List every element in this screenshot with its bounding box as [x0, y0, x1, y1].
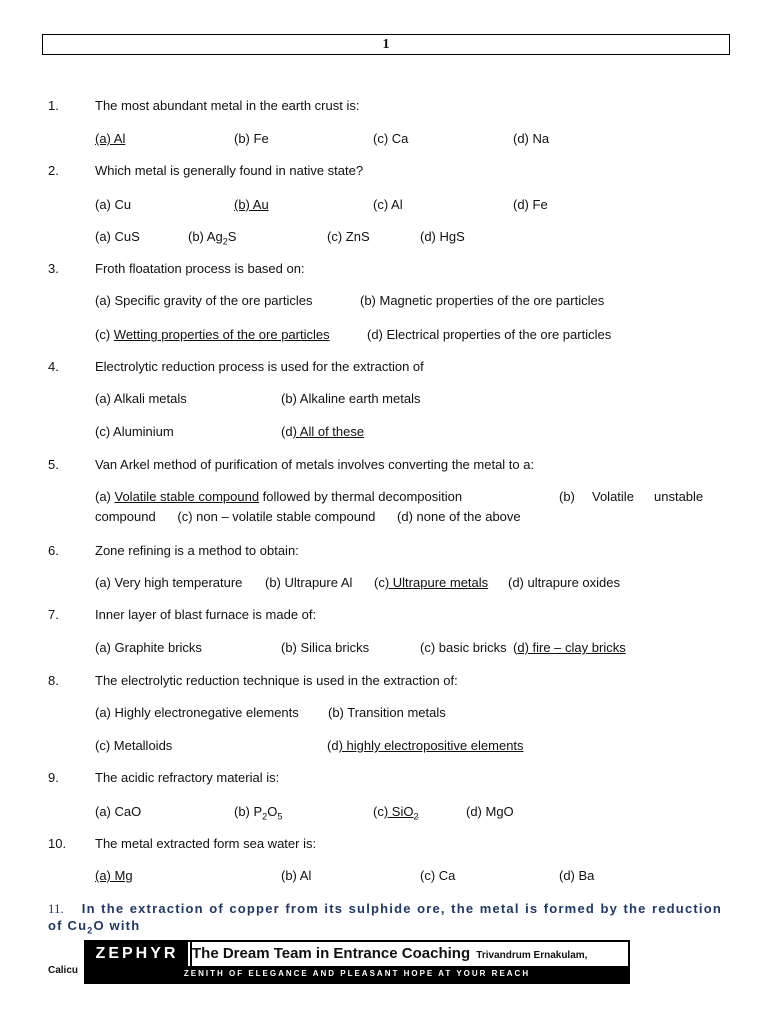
q5-option-b-label: (b)	[559, 489, 575, 504]
footer-motto: ZENITH OF ELEGANCE AND PLEASANT HOPE AT YOUR REACH	[183, 969, 531, 978]
q7-option-a: (a) Graphite bricks	[95, 640, 202, 655]
q8-number: 8.	[48, 673, 59, 688]
q1-option-b: (b) Fe	[234, 131, 269, 146]
footer-tagline: The Dream Team in Entrance Coaching Trivandrum Ernakulam,	[192, 942, 628, 966]
q2-extra-c: (c) ZnS	[327, 229, 370, 244]
q2-text: Which metal is generally found in native state?	[95, 163, 364, 178]
q5-line2: compound (c) non – volatile stable compound (d) none of the above	[95, 509, 521, 524]
brand-logo: ZEPHYR	[86, 942, 190, 966]
q3-option-c: (c) Wetting properties of the ore particles	[95, 327, 330, 342]
q10-option-d: (d) Ba	[559, 868, 595, 883]
q8-option-b: (b) Transition metals	[328, 705, 446, 720]
q1-text: The most abundant metal in the earth crust is:	[95, 98, 360, 113]
q4-option-b: (b) Alkaline earth metals	[281, 391, 421, 406]
q3-option-b: (b) Magnetic properties of the ore particles	[360, 293, 605, 308]
q8-option-a: (a) Highly electronegative elements	[95, 705, 299, 720]
q3-option-d: (d) Electrical properties of the ore particles	[367, 327, 612, 342]
q10-text: The metal extracted form sea water is:	[95, 836, 317, 851]
q9-text: The acidic refractory material is:	[95, 770, 280, 785]
q3-number: 3.	[48, 261, 59, 276]
q9-option-d: (d) MgO	[466, 804, 514, 819]
q7-number: 7.	[48, 607, 59, 622]
q3-option-a: (a) Specific gravity of the ore particles	[95, 293, 313, 308]
q9-option-a: (a) CaO	[95, 804, 142, 819]
q10-option-a: (a) Mg	[95, 868, 133, 883]
q4-number: 4.	[48, 359, 59, 374]
q1-number: 1.	[48, 98, 59, 113]
q1-option-d: (d) Na	[513, 131, 550, 146]
q2-option-b: (b) Au	[234, 197, 269, 212]
q7-option-b: (b) Silica bricks	[281, 640, 370, 655]
q6-option-d: (d) ultrapure oxides	[508, 575, 620, 590]
q6-option-b: (b) Ultrapure Al	[265, 575, 353, 590]
q2-number: 2.	[48, 163, 59, 178]
q9-option-c: (c) SiO$_2$	[373, 804, 419, 822]
q2-option-c: (c) Al	[373, 197, 403, 212]
q1-option-c: (c) Ca	[373, 131, 409, 146]
q5-text: Van Arkel method of purification of metals involves converting the metal to a:	[95, 457, 535, 472]
q6-option-a: (a) Very high temperature	[95, 575, 243, 590]
q11-number: 11.	[48, 901, 64, 916]
page-number-box	[42, 34, 730, 55]
page-number: 1	[382, 37, 390, 52]
q6-text: Zone refining is a method to obtain:	[95, 543, 299, 558]
q10-option-c: (c) Ca	[420, 868, 456, 883]
q4-text: Electrolytic reduction process is used for the extraction of	[95, 359, 424, 374]
q7-option-c: (c) basic bricks	[420, 640, 507, 655]
q1-option-a: (a) Al	[95, 131, 126, 146]
q7-text: Inner layer of blast furnace is made of:	[95, 607, 317, 622]
q8-text: The electrolytic reduction technique is used in the extraction of:	[95, 673, 458, 688]
q7-option-d: (d) fire – clay bricks	[513, 640, 626, 655]
q2-extra-d: (d) HgS	[420, 229, 465, 244]
q5-option-b-word2: unstable	[654, 489, 704, 504]
q4-option-a: (a) Alkali metals	[95, 391, 187, 406]
footer-banner	[84, 940, 630, 984]
q4-option-d: (d) All of these	[281, 424, 365, 439]
q5-option-a: (a) Volatile stable compound followed by thermal decomposition	[95, 489, 463, 504]
q9-option-b: (b) $P_2O_5$	[234, 804, 283, 822]
q10-number: 10.	[48, 836, 67, 851]
q5-option-b-word1: Volatile	[592, 489, 634, 504]
q9-number: 9.	[48, 770, 59, 785]
q5-number: 5.	[48, 457, 59, 472]
q2-extra-b: (b) $Ag_2S$	[188, 229, 237, 247]
q6-option-c: (c) Ultrapure metals	[374, 575, 489, 590]
q8-option-c: (c) Metalloids	[95, 738, 173, 753]
q2-option-d: (d) Fe	[513, 197, 548, 212]
q3-text: Froth floatation process is based on:	[95, 261, 305, 276]
q10-option-b: (b) Al	[281, 868, 312, 883]
footer-city-left: Calicu	[48, 965, 79, 976]
q2-extra-a: (a) CuS	[95, 229, 140, 244]
q2-option-a: (a) Cu	[95, 197, 132, 212]
q6-number: 6.	[48, 543, 59, 558]
q11-text: 11. In the extraction of copper from its sulphide ore, the metal is formed by the reduction of $Cu_2O$ with	[48, 901, 722, 936]
footer-cities: Trivandrum Ernakulam,	[476, 950, 588, 961]
q8-option-d: (d) highly electropositive elements	[327, 738, 524, 753]
q4-option-c: (c) Aluminium	[95, 424, 174, 439]
